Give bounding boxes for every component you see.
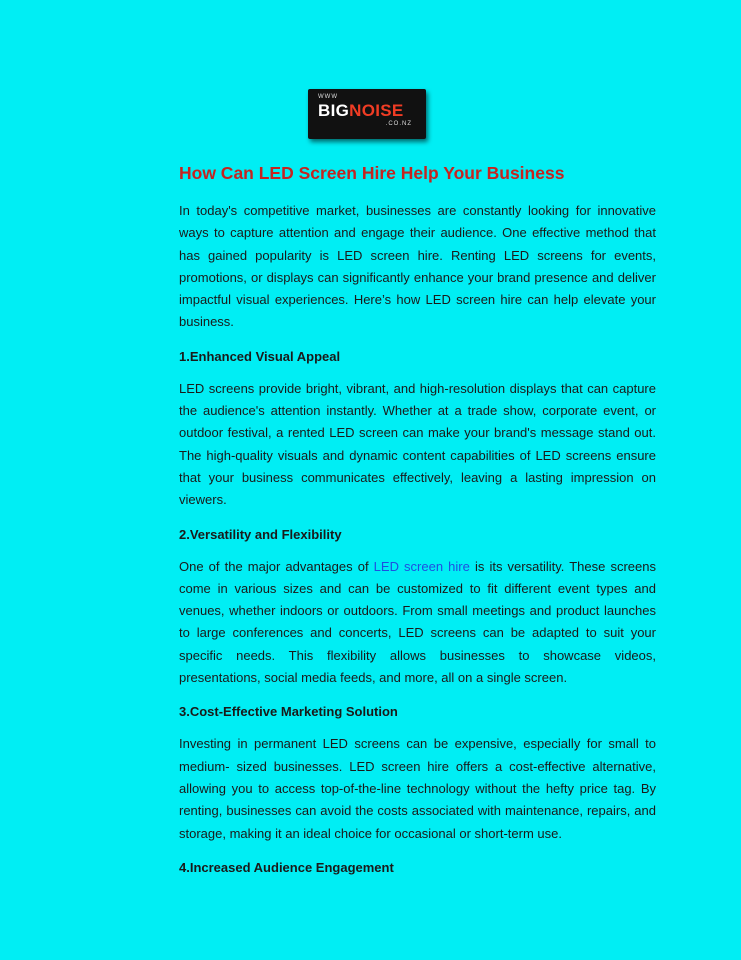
article-title: How Can LED Screen Hire Help Your Business bbox=[179, 163, 565, 183]
logo-www: WWW bbox=[318, 94, 338, 100]
section-body: Investing in permanent LED screens can be expensive, especially for small to medium- sized businesses. LED screen hire offers a cost-effective alternative, allowing you to access top-of-the-line technology without the hefty price tag. By renting, businesses can avoid the costs associated with maintenance, repairs, and storage, making it an ideal choice for occasional or short-term use. bbox=[179, 736, 656, 841]
bignoise-logo[interactable] bbox=[308, 89, 426, 139]
logo-big: BIG bbox=[318, 101, 350, 120]
led-screen-hire-link[interactable]: LED screen hire bbox=[373, 558, 470, 574]
section-body-start: One of the major advantages of bbox=[179, 558, 374, 574]
section-heading: 1.Enhanced Visual Appeal bbox=[179, 348, 341, 364]
section-heading: 2.Versatility and Flexibility bbox=[179, 526, 342, 542]
logo-wordmark bbox=[318, 102, 426, 120]
section-heading: 3.Cost-Effective Marketing Solution bbox=[179, 704, 398, 720]
section-body: LED screens provide bright, vibrant, and high-resolution displays that can capture the audience's attention instantly. Whether at a trade show, corporate event, or outdoor festival, a rented LED screen can make your brand's message stand out. The high-quality visuals and dynamic content capabilities of LED screens ensure that your business communicates effectively, leaving a lasting impression on viewers. bbox=[179, 380, 656, 508]
section-heading: 4.Increased Audience Engagement bbox=[179, 859, 394, 875]
article bbox=[179, 160, 656, 879]
logo-tld: .CO.NZ bbox=[385, 121, 412, 127]
section-body bbox=[179, 556, 656, 690]
intro-paragraph: In today's competitive market, businesses are constantly looking for innovative ways to capture attention and engage their audience. One effective method that has gained popularity is LED screen hire. Renting LED screens for events, promotions, or displays can significantly enhance your brand presence and deliver impactful visual experiences. Here’s how LED screen hire can help elevate your business. bbox=[179, 203, 656, 330]
logo-noise: NOISE bbox=[349, 101, 404, 120]
section-body-end: is its versatility. These screens come in various sizes and can be customized to fit different event types and venues, whether indoors or outdoors. From small meetings and product launches to large conferences and concerts, LED screens can be adapted to suit your specific needs. This flexibility allows businesses to showcase videos, presentations, social media feeds, and more, all on a single screen. bbox=[179, 558, 656, 686]
